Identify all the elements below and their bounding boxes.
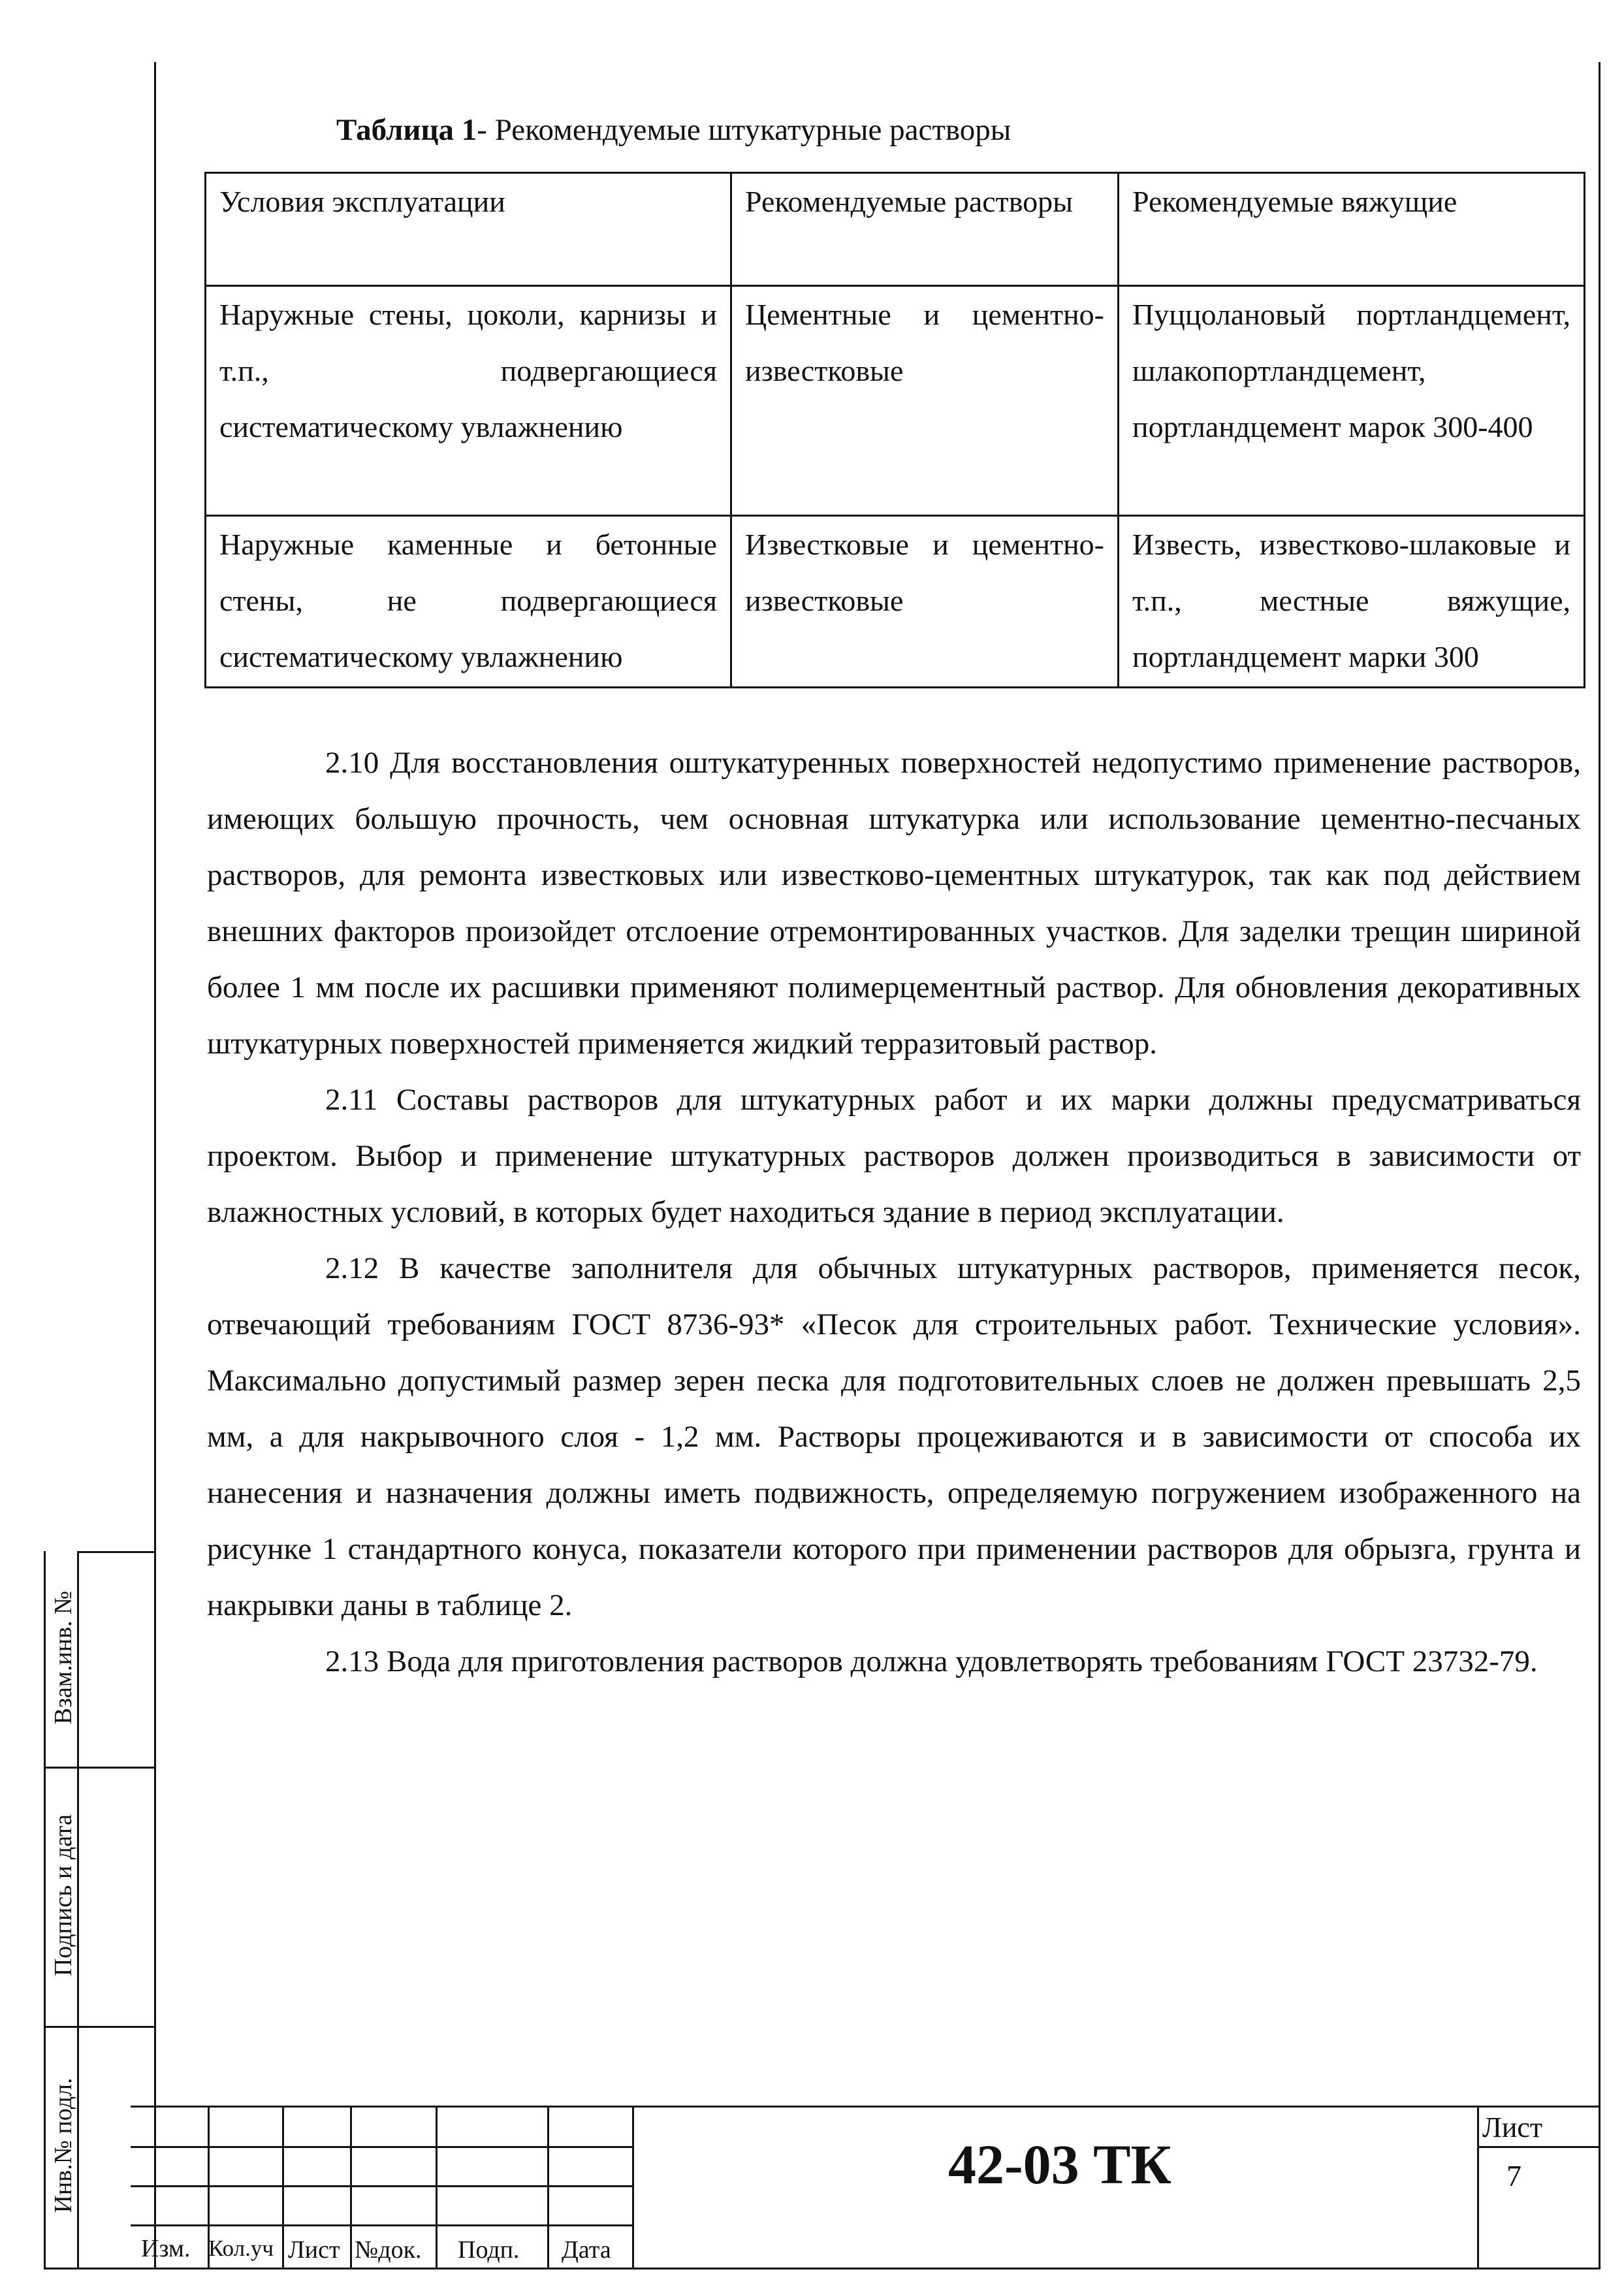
- side-stamp-inv-podl: Инв.№ подл.: [50, 2077, 77, 2213]
- paragraph-2-12: 2.12 В качестве заполнителя для обычных штукатурных растворов, применяется песок, отвечающий требованиям ГОСТ 8736-93* «Песок для строительных работ. Технические условия». Максимально допустимый размер зерен песка для подготовительных слоев не должен превышать 2,5 мм, а для накрывочного слоя - 1,2 мм. Растворы процеживаются и в зависимости от способа их нанесения и назначения должны иметь подвижность, определяемую погружением изображенного на рисунке 1 стандартного конуса, показатели которого при применении растворов для обрызга, грунта и накрывки даны в таблице 2.: [207, 1251, 1581, 1622]
- table-row: [206, 516, 1585, 688]
- side-stamp-podpis-data: Подпись и дата: [50, 1814, 77, 1977]
- frame-left-border: [154, 62, 156, 2269]
- side-stamp-vzam-inv: Взам.инв. №: [50, 1590, 77, 1725]
- table-cell: Пуццолановый портландцемент, шлакопортландцемент, портландцемент марок 300-400: [1119, 286, 1585, 516]
- stamp-col-kol-uch: Кол.уч: [208, 2236, 274, 2261]
- paragraph-2-10: 2.10 Для восстановления оштукатуренных поверхностей недопустимо применение растворов, имеющих большую прочность, чем основная штукатурка или использование цементно-песчаных растворов, для ремонта известковых или известково-цементных штукатурок, так как под действием внешних факторов произойдет отслоение отремонтированных участков. Для заделки трещин шириной более 1 мм после их расшивки применяют полимерцементный раствор. Для обновления декоративных штукатурных поверхностей применяется жидкий терразитовый раствор.: [207, 746, 1581, 1061]
- side-stamp-sep-2: [44, 2026, 154, 2028]
- title-block-col: [547, 2106, 549, 2269]
- title-block-sheet-line: [1477, 2146, 1600, 2148]
- table-header-row: [206, 173, 1585, 286]
- title-block-col: [282, 2106, 284, 2269]
- table-header-cell: Условия эксплуатации: [206, 173, 731, 286]
- frame-bottom-border: [77, 2268, 1600, 2269]
- table-cell: Известковые и цементно-известковые: [731, 516, 1119, 688]
- side-stamp-sep-1: [44, 1767, 154, 1769]
- table-header-cell: Рекомендуемые растворы: [731, 173, 1119, 286]
- side-stamp-bottom: [44, 2268, 154, 2269]
- stamp-col-izm: Изм.: [141, 2235, 191, 2262]
- side-stamp-top-line: [77, 1551, 154, 1553]
- table-cell: Наружные каменные и бетонные стены, не подвергающиеся систематическому увлажнению: [206, 516, 731, 688]
- table-caption: [336, 112, 1011, 148]
- table-header-cell: Рекомендуемые вяжущие: [1119, 173, 1585, 286]
- stamp-col-podp: Подп.: [458, 2236, 520, 2264]
- document-code: 42-03 ТК: [948, 2133, 1171, 2196]
- stamp-col-data: Дата: [562, 2236, 611, 2264]
- title-block-row-2: [131, 2146, 633, 2148]
- title-block-row-3: [131, 2185, 633, 2187]
- title-block-col: [436, 2106, 438, 2269]
- body-text: [207, 735, 1581, 1690]
- frame-right-border: [1599, 62, 1600, 2269]
- paragraph-2-11: 2.11 Составы растворов для штукатурных работ и их марки должны предусматриваться проектом. Выбор и применение штукатурных растворов должен производиться в зависимости от влажностных условий, в которых будет находиться здание в период эксплуатации.: [207, 1083, 1581, 1229]
- table-cell: Цементные и цементно-известковые: [731, 286, 1119, 516]
- paragraph-2-13: 2.13 Вода для приготовления растворов должна удовлетворять требованиям ГОСТ 23732-79.: [325, 1644, 1538, 1678]
- table-caption-title: - Рекомендуемые штукатурные растворы: [477, 113, 1011, 147]
- stamp-col-list: Лист: [288, 2236, 340, 2264]
- title-block-sheet-divider: [1477, 2106, 1479, 2269]
- stamp-col-ndok: №док.: [355, 2236, 422, 2264]
- title-block-col: [632, 2106, 634, 2269]
- sheet-label: Лист: [1482, 2111, 1543, 2143]
- title-block-col: [350, 2106, 352, 2269]
- title-block-row-4: [131, 2224, 633, 2226]
- table-row: [206, 286, 1585, 516]
- side-stamp-mid-line: [44, 1551, 46, 2269]
- sheet-number: 7: [1506, 2159, 1521, 2192]
- table-recommended-mortars: [204, 172, 1585, 688]
- table-cell: Наружные стены, цоколи, карнизы и т.п., подвергающиеся систематическому увлажнению: [206, 286, 731, 516]
- table-caption-number: Таблица 1: [336, 113, 477, 147]
- table-cell: Известь, известково-шлаковые и т.п., местные вяжущие, портландцемент марки 300: [1119, 516, 1585, 688]
